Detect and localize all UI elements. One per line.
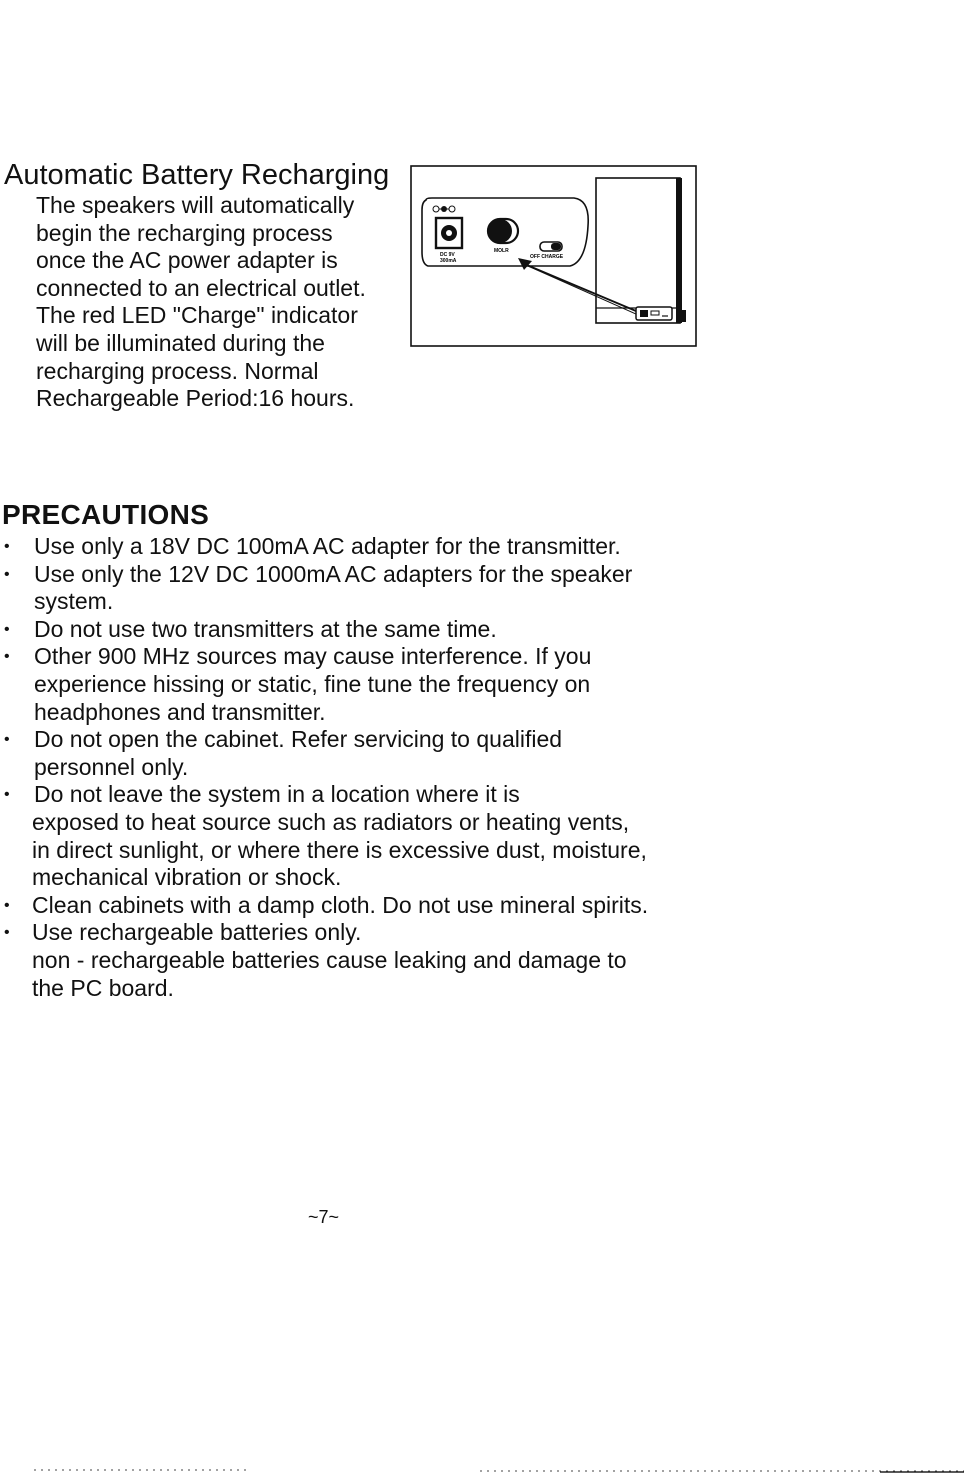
bullet-icon: • [4, 620, 10, 638]
precaution-item [0, 643, 720, 726]
precaution-line: Other 900 MHz sources may cause interference. If you [34, 643, 592, 670]
recharging-paragraph [36, 192, 408, 413]
bullet-icon: • [4, 565, 10, 583]
charge-switch-slider-icon [551, 243, 561, 250]
precaution-item [0, 892, 720, 920]
precaution-line: in direct sunlight, or where there is excessive dust, moisture, [32, 836, 647, 863]
recharging-line: The red LED "Charge" indicator [36, 302, 358, 329]
bullet-icon: • [4, 648, 10, 666]
bullet-icon: • [4, 786, 10, 804]
recharging-line: begin the recharging process [36, 219, 333, 246]
speaker-edge-tab [682, 310, 686, 322]
charging-panel-diagram [410, 164, 698, 348]
precaution-item [0, 533, 720, 561]
precaution-item [0, 781, 720, 891]
switch-label: MOLR [494, 248, 509, 254]
charge-switch-label: OFF CHARGE [530, 254, 564, 260]
precaution-line: non - rechargeable batteries cause leaking and damage to [32, 946, 627, 973]
rear-jack-icon [640, 310, 648, 317]
precaution-line: the PC board. [32, 974, 174, 1001]
polarity-plus-icon [449, 206, 455, 212]
page-number: ~7~ [308, 1207, 340, 1227]
recharging-heading: Automatic Battery Recharging [4, 159, 390, 191]
scan-artifacts [0, 1456, 964, 1476]
precautions-list [0, 533, 720, 1002]
polarity-center-icon [441, 206, 447, 212]
polarity-minus-icon [433, 206, 439, 212]
speaker-edge-shadow [676, 178, 682, 323]
precaution-line: Do not leave the system in a location where it is [34, 781, 520, 808]
precaution-line: Use only the 12V DC 1000mA AC adapters for the speaker [34, 560, 633, 587]
bullet-icon: • [4, 731, 10, 749]
dc-rating-label: DC 9V [440, 252, 455, 258]
recharging-line: will be illuminated during the [36, 329, 325, 356]
bullet-icon: • [4, 538, 10, 555]
recharging-line: recharging process. Normal [36, 357, 319, 384]
precaution-line: Clean cabinets with a damp cloth. Do not use mineral spirits. [32, 891, 649, 918]
speaker-side-panel [596, 178, 680, 323]
precaution-line: personnel only. [34, 753, 189, 780]
recharging-line: once the AC power adapter is [36, 247, 338, 274]
precaution-item [0, 726, 720, 781]
bullet-icon: • [4, 924, 10, 942]
precaution-line: Do not open the cabinet. Refer servicing to qualified [34, 726, 563, 753]
precaution-line: headphones and transmitter. [34, 698, 326, 725]
recharging-line: connected to an electrical outlet. [36, 274, 366, 301]
recharging-line: Rechargeable Period:16 hours. [36, 385, 355, 412]
precaution-item [0, 561, 720, 616]
precaution-item [0, 919, 720, 1002]
precaution-line: Do not use two transmitters at the same time. [34, 615, 497, 642]
precautions-heading: PRECAUTIONS [2, 499, 210, 530]
power-switch-knob-icon [488, 219, 512, 243]
precaution-line: experience hissing or static, fine tune the frequency on [34, 670, 591, 697]
precaution-item [0, 616, 720, 644]
dc-jack-pin-icon [446, 230, 452, 236]
precaution-line: exposed to heat source such as radiators or heating vents, [32, 808, 630, 835]
bullet-icon: • [4, 896, 10, 914]
recharging-line: The speakers will automatically [36, 192, 355, 218]
precaution-line: Use only a 18V DC 100mA AC adapter for the transmitter. [34, 533, 621, 559]
precaution-line: system. [34, 588, 114, 615]
precaution-line: Use rechargeable batteries only. [32, 919, 362, 946]
precaution-line: mechanical vibration or shock. [32, 864, 342, 891]
dc-rating-label: 300mA [440, 258, 457, 264]
